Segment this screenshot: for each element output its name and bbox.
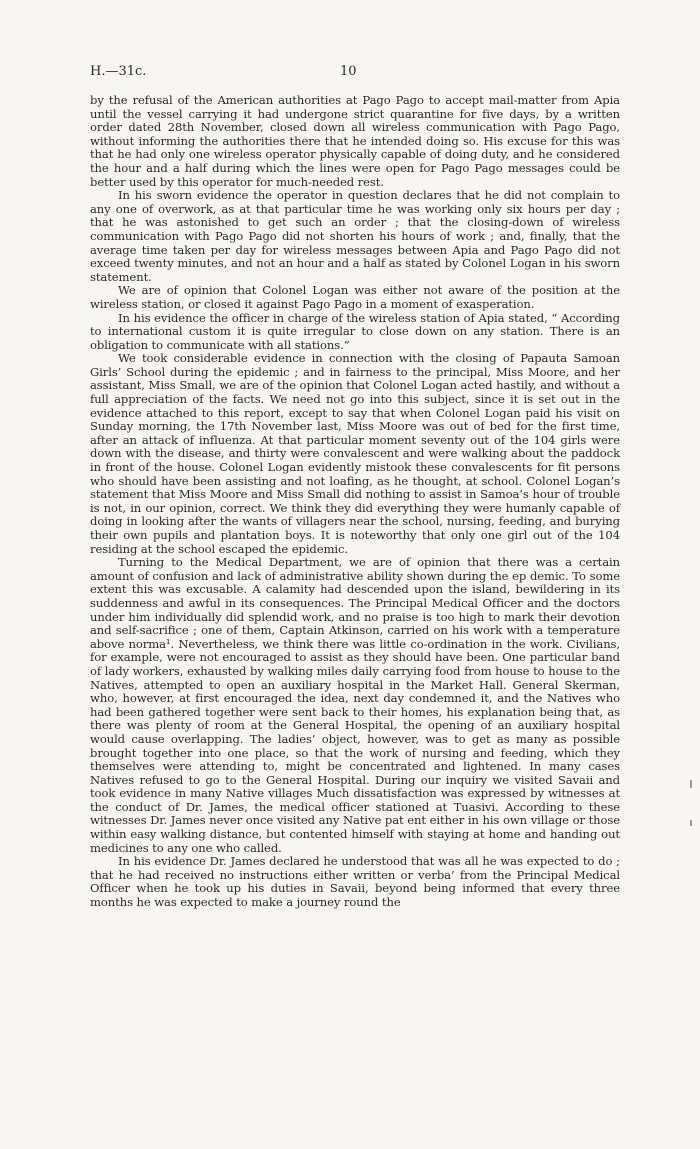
paragraph: We took considerable evidence in connection with the closing of Papauta Samoan Girls’ School during the epidemic ; and in fairness to the principal, Miss Moore, and her assistant, Miss Small, we are of the opinion that Colonel Logan acted hastily, and without a full appreciation of the facts. We need not go into this subject, since it is set out in the evidence attached to this report, except to say that when Colonel Logan paid his visit on Sunday morning, the 17th November last, Miss Moore was out of bed for the first time, after an attack of influenza. At that particular moment seventy out of the 104 girls were down with the disease, and thirty were convalescent and were walking about the paddock in front of the house. Colonel Logan evidently mistook these convalescents for fit persons who should have been assisting and not loafing, as he thought, at school. Colonel Logan’s statement that Miss Moore and Miss Small did nothing to assist in Samoa’s hour of trouble is not, in our opinion, correct. We think they did everything they were humanly capable of doing in looking after the wants of villagers near the school, nursing, feeding, and burying their own pupils and plantation boys. It is noteworthy that only one girl out of the 104 residing at the school escaped the epidemic. [90, 351, 620, 556]
paragraph: We are of opinion that Colonel Logan was either not aware of the position at the wireless station, or closed it against Pago Pago in a moment of exasperation. [90, 283, 620, 311]
scan-edge-mark [690, 820, 692, 826]
document-reference: H.—31c. [90, 64, 147, 79]
scan-edge-mark [690, 780, 692, 788]
paragraph: In his sworn evidence the operator in question declares that he did not complain to any one of overwork, as at that particular time he was working only six hours per day ; that he was astonished to get such an order ; that the closing-down of wireless communication with Pago Pago did not shorten his hours of work ; and, finally, that the average time taken per day for wireless messages between Apia and Pago Pago did not exceed twenty minutes, and not an hour and a half as stated by Colonel Logan in his sworn statement. [90, 188, 620, 284]
page-number: 10 [340, 64, 357, 79]
body-text [90, 94, 620, 910]
paragraph: Turning to the Medical Department, we are of opinion that there was a certain amount of confusion and lack of administrative ability shown during the ep demic. To some extent this was excusable. A calamity had descended upon the island, bewildering in its suddenness and awful in its consequences. The Principal Medical Officer and the doctors under him individually did splendid work, and no praise is too high to mark their devotion and self-sacrifice ; one of them, Captain Atkinson, carried on his work with a temperature above norma¹. Nevertheless, we think there was little co-ordination in the work. Civilians, for example, were not encouraged to assist as they should have been. One particular band of lady workers, exhausted by walking miles daily carrying food from house to house to the Natives, attempted to open an auxiliary hospital in the Market Hall. General Skerman, who, however, at first encouraged the idea, next day condemned it, and the Natives who had been gathered together were sent back to their homes, his explanation being that, as there was plenty of room at the General Hospital, the opening of an auxiliary hospital would cause overlapping. The ladies’ object, however, was to get as many as possible brought together into one place, so that the work of nursing and feeding, which they themselves were attending to, might be concentrated and lightened. In many cases Natives refused to go to the General Hospital. During our inquiry we visited Savaii and took evidence in many Native villages Much dissatisfaction was expressed by witnesses at the conduct of Dr. James, the medical officer stationed at Tuasivi. According to these witnesses Dr. James never once visited any Native pat ent either in his own village or those within easy walking distance, but contented himself with staying at home and handing out medicines to any one who called. [90, 555, 620, 855]
paragraph: by the refusal of the American authorities at Pago Pago to accept mail-matter from Apia until the vessel carrying it had undergone strict quarantine for five days, by a written order dated 28th November, closed down all wireless communication with Pago Pago, without informing the authorities there that he intended doing so. His excuse for this was that he had only one wireless operator physically capable of doing duty, and he considered the hour and a half during which the lines were open for Pago Pago messages could be better used by this operator for much-needed rest. [90, 93, 620, 189]
page-header [90, 64, 620, 84]
paragraph: In his evidence the officer in charge of the wireless station of Apia stated, “ According to international custom it is quite irregular to close down on any station. There is an obligation to communicate with all stations.” [90, 310, 620, 352]
paragraph: In his evidence Dr. James declared he understood that was all he was expected to do ; that he had received no instructions either written or verba’ from the Principal Medical Officer when he took up his duties in Savaii, beyond being informed that every three months he was expected to make a journey round the [90, 854, 620, 910]
